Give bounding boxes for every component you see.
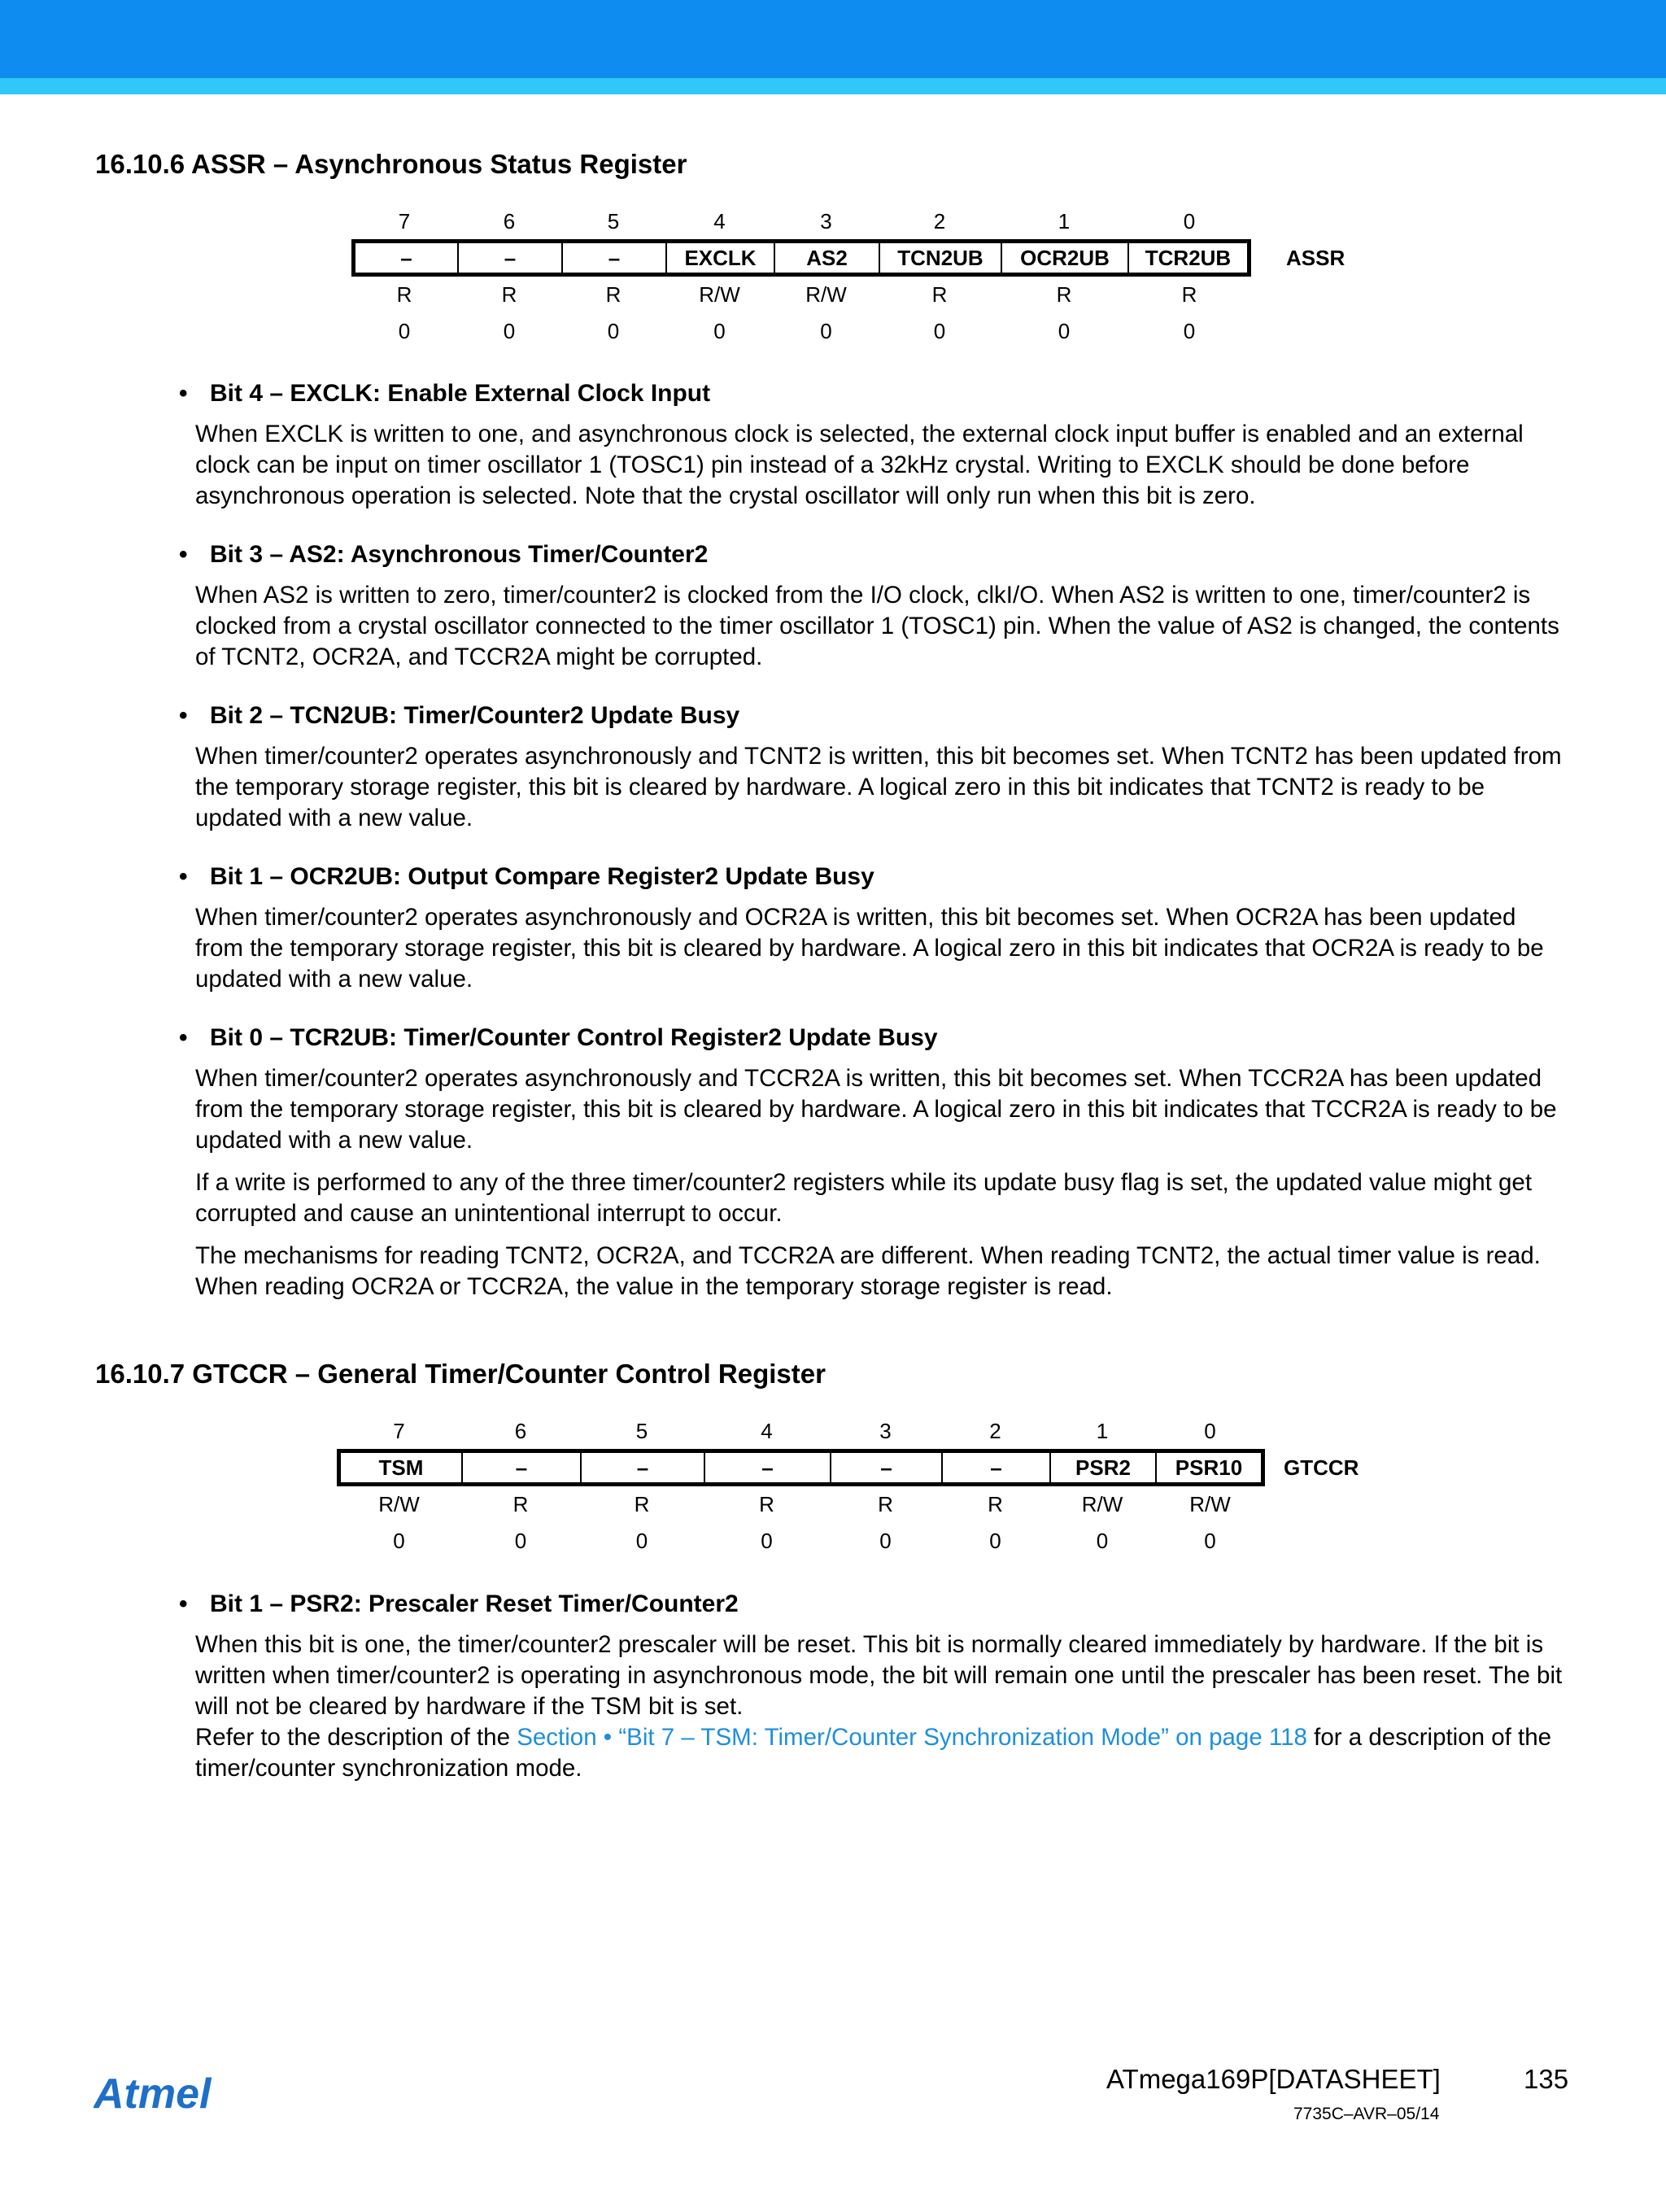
bit-number: 1: [1096, 1419, 1109, 1443]
register-bit-field: –: [830, 1453, 941, 1482]
paragraph: The mechanisms for reading TCNT2, OCR2A, and TCCR2A are different. When reading TCNT2, the actual timer value is read. When reading OCR2A or TCCR2A, the value in the temporary storage register is read.: [195, 1242, 1541, 1300]
bullet-heading: • Bit 2 – TCN2UB: Timer/Counter2 Update Busy: [179, 702, 740, 729]
section-title-assr: 16.10.6 ASSR – Asynchronous Status Register: [95, 149, 687, 179]
logo-wordmark: Atmel: [94, 2070, 212, 2118]
read-write-value: R: [501, 282, 517, 307]
bit-number: 5: [607, 209, 620, 233]
section-title-gtccr: 16.10.7 GTCCR – General Timer/Counter Control Register: [95, 1359, 826, 1389]
read-write-value: R: [878, 1492, 893, 1516]
bit-description: [179, 1024, 1570, 1302]
initial-value: 0: [635, 1529, 648, 1553]
document-code: 7735C–AVR–05/14: [1293, 2105, 1440, 2123]
register-bits-box: [337, 1449, 1265, 1486]
initial-value: 0: [1183, 319, 1196, 343]
read-write-value: R: [759, 1492, 774, 1516]
register-name: ASSR: [1286, 246, 1345, 270]
register-bit-field: –: [457, 243, 561, 273]
initial-value: 0: [1204, 1529, 1216, 1553]
header-bar: [0, 0, 1666, 78]
bit-number: 0: [1204, 1419, 1216, 1443]
paragraph: When EXCLK is written to one, and asynchronous clock is selected, the external clock input buffer is enabled and an external clock can be input on timer oscillator 1 (TOSC1) pin instead of a 32kHz crystal. Writing to EXCLK should be done before asynchronous operation is selected. Note that the crystal oscillator will only run when this bit is zero.: [195, 421, 1524, 509]
read-write-value: R: [931, 282, 948, 307]
initial-value: 0: [713, 319, 726, 343]
bit-description: [179, 863, 1570, 995]
register-bit-field: –: [400, 245, 412, 270]
initial-value: 0: [514, 1529, 527, 1553]
atmel-logo: [94, 2070, 248, 2123]
bit-description: [179, 380, 1570, 512]
read-write-value: R/W: [1189, 1492, 1231, 1516]
register-bit-field: AS2: [774, 243, 879, 273]
register-bit-field: TCR2UB: [1127, 243, 1247, 273]
initial-value: 0: [933, 319, 946, 343]
paragraph: When timer/counter2 operates asynchronously and TCNT2 is written, this bit becomes set. When TCNT2 has been updated from the temporary storage register, this bit is cleared by hardware. A logical zero in this bit indicates that TCNT2 is ready to be updated with a new value.: [195, 743, 1562, 831]
read-write-value: R: [634, 1492, 650, 1516]
bit-number: 2: [989, 1419, 1001, 1443]
register-bit-field: TSM: [378, 1455, 424, 1480]
register-bit-field: –: [704, 1453, 830, 1482]
register-bit-field: EXCLK: [665, 243, 774, 273]
read-write-value: R/W: [1081, 1492, 1123, 1516]
bit-number: 4: [761, 1419, 773, 1443]
paragraph: When timer/counter2 operates asynchronously and TCCR2A is written, this bit becomes set. When TCCR2A has been updated from the temporary storage register, this bit is cleared by hardware. A logical zero in this bit indicates that TCCR2A is ready to be updated with a new value.: [195, 1065, 1557, 1154]
initial-value: 0: [879, 1529, 892, 1553]
initial-value: 0: [607, 319, 620, 343]
bullet-heading: • Bit 1 – PSR2: Prescaler Reset Timer/Counter2: [179, 1590, 739, 1617]
register-bit-field: OCR2UB: [1001, 243, 1127, 273]
gtccr-bit-description: [179, 1590, 1570, 1784]
bit-number: 7: [398, 209, 411, 233]
read-write-value: R: [1056, 282, 1072, 307]
header-stripe: [0, 78, 1666, 94]
read-write-value: R/W: [805, 282, 847, 307]
bit-description: [179, 541, 1570, 673]
paragraph: When timer/counter2 operates asynchronously and OCR2A is written, this bit becomes set. When OCR2A has been updated from the temporary storage register, this bit is cleared by hardware. A logical zero in this bit indicates that OCR2A is ready to be updated with a new value.: [195, 904, 1544, 993]
read-write-value: R: [988, 1492, 1003, 1516]
bullet-heading: • Bit 3 – AS2: Asynchronous Timer/Counter2: [179, 541, 709, 568]
initial-value: 0: [393, 1529, 405, 1553]
initial-value: 0: [1096, 1529, 1109, 1553]
bit-description: [179, 702, 1570, 834]
paragraph: If a write is performed to any of the three timer/counter2 registers while its update busy flag is set, the updated value might get corrupted and cause an unintentional interrupt to occur.: [195, 1169, 1533, 1227]
bit-number: 3: [820, 209, 832, 233]
bit-number: 1: [1058, 209, 1071, 233]
bullet-heading: • Bit 4 – EXCLK: Enable External Clock Input: [179, 380, 711, 407]
register-bit-field: PSR10: [1155, 1453, 1261, 1482]
register-bit-field: PSR2: [1049, 1453, 1155, 1482]
register-bits-box: [351, 239, 1251, 277]
bullet-heading: • Bit 1 – OCR2UB: Output Compare Register2 Update Busy: [179, 863, 874, 890]
bullet-heading: • Bit 0 – TCR2UB: Timer/Counter Control Register2 Update Busy: [179, 1024, 938, 1051]
paragraph-reference: Refer to the description of the Section • “Bit 7 – TSM: Timer/Counter Synchronization Mode” on page 118 for a description of the timer/counter synchronization mode.: [195, 1724, 1552, 1782]
register-bit-field: –: [561, 243, 665, 273]
page-number: 135: [1524, 2064, 1569, 2094]
initial-value: 0: [761, 1529, 773, 1553]
register-bit-field: –: [941, 1453, 1049, 1482]
register-bit-field: –: [461, 1453, 580, 1482]
register-name: GTCCR: [1284, 1455, 1359, 1480]
atmel-logo-mark: [94, 2070, 248, 2119]
register-bit-field: –: [580, 1453, 704, 1482]
bit-number: 4: [713, 209, 726, 233]
bit-number: 5: [635, 1419, 648, 1443]
read-write-value: R: [396, 282, 412, 307]
read-write-value: R: [605, 282, 621, 307]
assr-bit-descriptions: [179, 380, 1570, 1332]
bit-number: 6: [503, 209, 516, 233]
document-title: ATmega169P[DATASHEET]: [1106, 2064, 1441, 2094]
bit-number: 2: [933, 209, 946, 233]
initial-value: 0: [398, 319, 411, 343]
initial-value: 0: [1058, 319, 1071, 343]
register-bit-field: TCN2UB: [879, 243, 1001, 273]
initial-value: 0: [503, 319, 516, 343]
bit-number: 0: [1183, 209, 1196, 233]
paragraph: When this bit is one, the timer/counter2 prescaler will be reset. This bit is normally cleared immediately by hardware. If the bit is written when timer/counter2 is operating in asynchronous mode, the bit will remain one until the prescaler has been reset. The bit will not be cleared by hardware if the TSM bit is set.: [195, 1631, 1563, 1720]
paragraph: When AS2 is written to zero, timer/counter2 is clocked from the I/O clock, clkI/O. When AS2 is written to one, timer/counter2 is clocked from a crystal oscillator connected to the timer oscillator 1 (TOSC1) pin. When the value of AS2 is changed, the contents of TCNT2, OCR2A, and TCCR2A might be corrupted.: [195, 582, 1559, 670]
initial-value: 0: [820, 319, 832, 343]
read-write-value: R/W: [699, 282, 740, 307]
bit-number: 7: [393, 1419, 405, 1443]
section-link-tsm[interactable]: Section • “Bit 7 – TSM: Timer/Counter Synchronization Mode” on page 118: [517, 1724, 1307, 1751]
bit-number: 6: [514, 1419, 527, 1443]
read-write-value: R: [512, 1492, 529, 1516]
bit-number: 3: [879, 1419, 892, 1443]
read-write-value: R/W: [378, 1492, 420, 1516]
read-write-value: R: [1181, 282, 1197, 307]
initial-value: 0: [989, 1529, 1001, 1553]
